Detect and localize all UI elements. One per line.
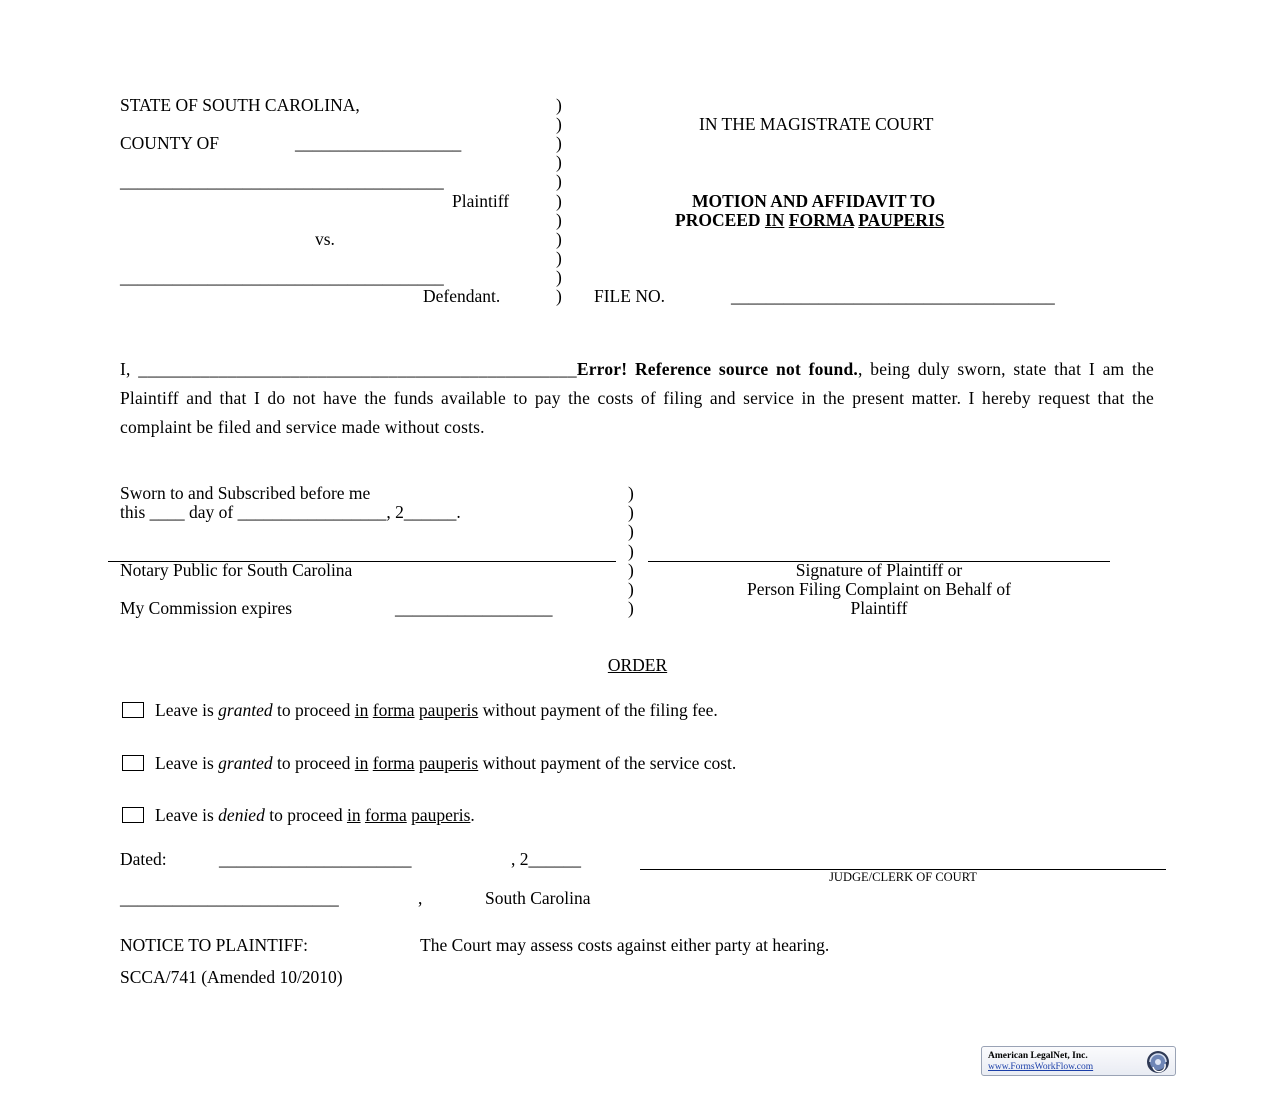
- paren: ): [628, 598, 634, 618]
- this-day-line[interactable]: this ____ day of _________________, 2______.: [120, 502, 461, 522]
- defendant-name-blank[interactable]: _____________________________________: [120, 267, 444, 287]
- court-name: IN THE MAGISTRATE COURT: [699, 114, 934, 134]
- paren: ): [556, 114, 562, 134]
- paren: ): [628, 541, 634, 561]
- reference-error: Error! Reference source not found.: [576, 359, 858, 379]
- notice-label: NOTICE TO PLAINTIFF:: [120, 935, 308, 955]
- signature-caption-line1: Signature of Plaintiff or: [795, 560, 963, 580]
- paren: ): [556, 229, 562, 249]
- forms-workflow-badge[interactable]: [981, 1046, 1176, 1076]
- form-id: SCCA/741 (Amended 10/2010): [120, 967, 343, 987]
- sworn-text: Sworn to and Subscribed before me: [120, 483, 371, 503]
- affiant-i: I,: [120, 359, 131, 379]
- defendant-label: Defendant.: [423, 286, 501, 306]
- county-label: COUNTY OF: [120, 133, 220, 153]
- paren: ): [556, 95, 562, 115]
- location-state: South Carolina: [485, 888, 591, 908]
- judge-label: JUDGE/CLERK OF COURT: [829, 870, 977, 884]
- location-comma: ,: [418, 888, 423, 908]
- order-checkbox-service-cost[interactable]: [122, 755, 144, 771]
- order-option-service-cost: Leave is granted to proceed in forma pauperis without payment of the service cost.: [155, 753, 737, 773]
- order-option-filing-fee: Leave is granted to proceed in forma pauperis without payment of the filing fee.: [155, 700, 718, 720]
- file-no-blank[interactable]: _____________________________________: [731, 286, 1055, 306]
- paren: ): [556, 171, 562, 191]
- affidavit-paragraph: [120, 355, 1154, 442]
- plaintiff-name-blank[interactable]: _____________________________________: [120, 171, 444, 191]
- paren: ): [556, 210, 562, 230]
- affidavit-body: duly sworn, state that I am the Plaintiff and that I do not have the funds available to pay the costs of filing and service in the present matter. I hereby request that the complaint be filed and service made without costs.: [120, 359, 1154, 437]
- dated-blank[interactable]: ______________________: [219, 849, 412, 869]
- notary-public-label: Notary Public for South Carolina: [120, 560, 353, 580]
- badge-company-name: American LegalNet, Inc.: [988, 1051, 1088, 1061]
- state-heading: STATE OF SOUTH CAROLINA,: [120, 95, 360, 115]
- paren: ): [556, 248, 562, 268]
- file-no-label: FILE NO.: [594, 286, 665, 306]
- globe-logo-icon: [1145, 1049, 1171, 1075]
- commission-blank[interactable]: __________________: [395, 598, 553, 618]
- order-checkbox-filing-fee[interactable]: [122, 702, 144, 718]
- dated-label: Dated:: [120, 849, 167, 869]
- form-title-line2: [675, 212, 945, 230]
- order-checkbox-denied[interactable]: [122, 807, 144, 823]
- affiant-name-blank[interactable]: _________________________________________________: [138, 359, 577, 379]
- dated-year[interactable]: , 2______: [511, 849, 581, 869]
- order-option-denied: Leave is denied to proceed in forma pauperis.: [155, 805, 475, 825]
- signature-caption-line3: Plaintiff: [850, 598, 908, 618]
- location-blank[interactable]: _________________________: [120, 888, 339, 908]
- county-blank[interactable]: ___________________: [295, 133, 462, 153]
- form-title-line1: MOTION AND AFFIDAVIT TO: [692, 191, 936, 211]
- order-heading: ORDER: [607, 655, 668, 675]
- notice-text: The Court may assess costs against either party at hearing.: [420, 935, 830, 955]
- vs-label: vs.: [315, 229, 335, 249]
- paren: ): [556, 133, 562, 153]
- plaintiff-label: Plaintiff: [452, 191, 510, 211]
- paren: ): [556, 267, 562, 287]
- commission-label: My Commission expires: [120, 598, 293, 618]
- paren: ): [556, 191, 562, 211]
- paren: ): [628, 521, 634, 541]
- paren: ): [628, 502, 634, 522]
- paren: ): [556, 286, 562, 306]
- title-forma: FORMA: [788, 210, 854, 230]
- affidavit-being: , being: [858, 359, 911, 379]
- title-pauperis: PAUPERIS: [858, 210, 945, 230]
- title-proceed: PROCEED: [675, 210, 761, 230]
- paren: ): [556, 152, 562, 172]
- title-in: IN: [764, 210, 785, 230]
- paren: ): [628, 560, 634, 580]
- badge-url-link[interactable]: www.FormsWorkFlow.com: [988, 1062, 1094, 1072]
- paren: ): [628, 579, 634, 599]
- paren: ): [628, 483, 634, 503]
- signature-caption-line2: Person Filing Complaint on Behalf of: [747, 579, 1011, 599]
